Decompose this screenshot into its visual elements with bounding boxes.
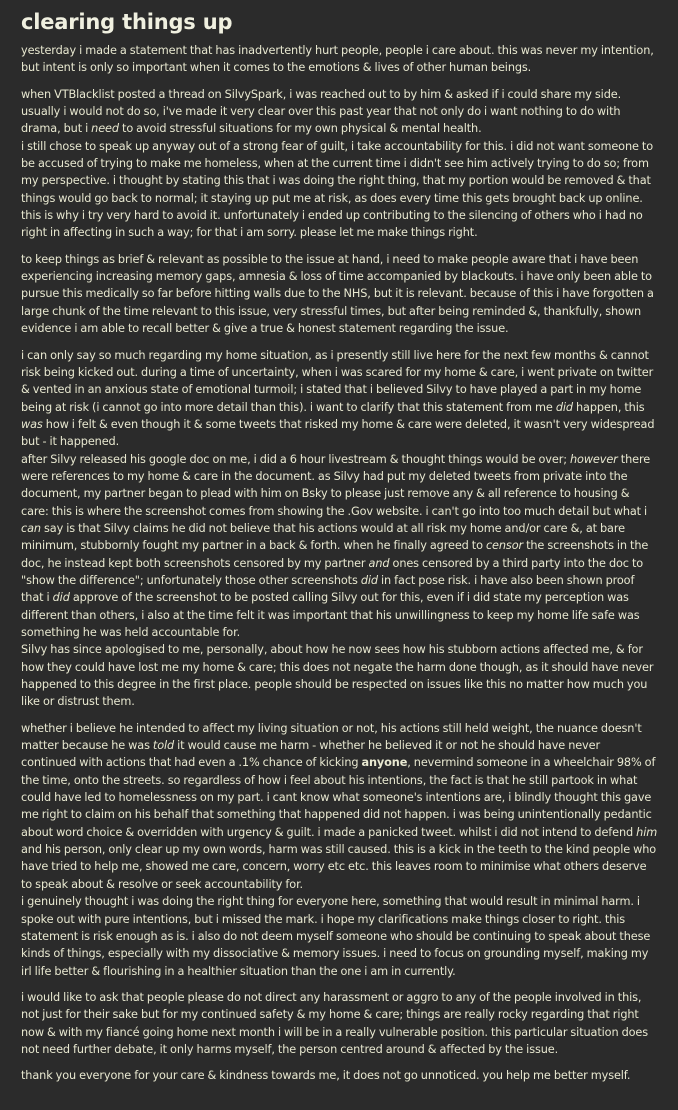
paragraph-line: to keep things as brief & relevant as possible to the issue at hand, i need to make people aware that i have been experiencing increasing memory gaps, amnesia & loss of time accompanied by blackouts. i have only been able to pursue this medically so far before hitting walls due to the NHS, but it is relevant. because of this i have forgotten a large chunk of the time relevant to this issue, very stressful times, but after being reminded &, thankfully, shown evidence i am able to recall better & give a true & honest statement regarding the issue. (21, 252, 654, 336)
paragraph-4 (21, 347, 658, 711)
paragraph-line: whether i believe he intended to affect my living situation or not, his actions still held weight, the nuance doesn't matter because he was told it would cause me harm - whether he believed it or not he should have never continued with actions that had even a .1% chance of kicking anyone, nevermind someone in a wheelchair 98% of the time, onto the streets. so regardless of how i feel about his intentions, the fact is that he still partook in what could have led to homelessness on my part. i cant know what someone's intentions are, i blindly thought this gave me right to claim on his behalf that something that happened did not happen. i was being unintentionally pedantic about word choice & overridden with urgency & guilt. i made a panicked tweet. whilst i did not intend to defend him and his person, only clear up my own words, harm was still caused. this is a kick in the teeth to the kind people who have tried to help me, showed me care, concern, worry etc etc. this leaves room to minimise what others deserve to speak about & resolve or seek accountability for. (21, 721, 658, 891)
paragraph-6 (21, 989, 658, 1058)
paragraph-line: when VTBlacklist posted a thread on SilvySpark, i was reached out to by him & asked if i could share my side. usually i would not do so, i've made it very clear over this past year that not only do i want nothing to do with drama, but i need to avoid stressful situations for my own physical & mental health. (21, 87, 622, 136)
paragraph-line: i can only say so much regarding my home situation, as i presently still live here for the next few months & cannot risk being kicked out. during a time of uncertainty, when i was scared for my home & care, i went private on twitter & vented in an anxious state of emotional turmoil; i stated that i believed Silvy to have played a part in my home being at risk (i cannot go into more detail than this). i want to clarify that this statement from me did happen, this was how i felt & even though it & some tweets that risked my home & care were deleted, it wasn't very widespread but - it happened. (21, 348, 655, 449)
paragraph-line: i would like to ask that people please do not direct any harassment or aggro to any of the people involved in this, not just for their sake but for my continued safety & my home & care; things are really rocky regarding that right now & with my fiancé going home next month i will be in a really vulnerable position. this particular situation does not need further debate, it only harms myself, the person centred around & affected by the issue. (21, 990, 649, 1056)
paragraph-3 (21, 251, 658, 338)
paragraph-1 (21, 42, 658, 77)
paragraph-2 (21, 86, 658, 242)
paragraph-line: yesterday i made a statement that has inadvertently hurt people, people i care about. this was never my intention, but intent is only so important when it comes to the emotions & lives of other human beings. (21, 44, 654, 75)
paragraph-7 (21, 1067, 658, 1084)
paragraph-line: i genuinely thought i was doing the right thing for everyone here, something that would result in minimal harm. i spoke out with pure intentions, but i missed the mark. i hope my clarifications make things closer to right. this statement is risk enough as is. i also do not deem myself someone who should be continuing to speak about these kinds of things, especially with my dissociative & memory issues. i need to focus on grounding myself, making my irl life better & flourishing in a healthier situation than the one i am in currently. (21, 895, 651, 978)
statement-body (21, 42, 658, 1085)
paragraph-line: after Silvy released his google doc on me, i did a 6 hour livestream & thought things would be over; however there were references to my home & care in the document. as Silvy had put my deleted tweets from private into the document, my partner began to plead with him on Bsky to please just remove any & all reference to housing & care: this is where the screenshot comes from showing the .Gov website. i can't go into too much detail but what i can say is that Silvy claims he did not believe that his actions would at all risk my home and/or care &, at bare minimum, stubbornly fought my partner in a back & forth. when he finally agreed to censor the screenshots in the doc, he instead kept both screenshots censored by my partner and ones censored by a third party into the doc to "show the difference"; unfortunately those other screenshots did in fact pose risk. i have also been shown proof that i did approve of the screenshot to be posted calling Silvy out for this, even if i did state my perception was different than others, i also at the time felt it was important that his unwillingness to keep my home life safe was something he was held accountable for. (21, 452, 651, 639)
paragraph-line: i still chose to speak up anyway out of a strong fear of guilt, i take accountability for this. i did not want someone to be accused of trying to make me homeless, when at the current time i didn't see him actively trying to do so; from my perspective. i thought by stating this that i was doing the right thing, that my portion would be removed & that things would go back to normal; it staying up put me at risk, as does every time this gets brought back up online. this is why i try very hard to avoid it. unfortunately i ended up contributing to the silencing of others who i had no right in affecting in such a way; for that i am sorry. please let me make things right. (21, 139, 654, 240)
paragraph-line: Silvy has since apologised to me, personally, about how he now sees how his stubborn actions affected me, & for how they could have lost me my home & care; this does not negate the harm done though, as it should have never happened to this degree in the first place. people should be respected on issues like this no matter how much you like or distrust them. (21, 643, 654, 709)
page-title: clearing things up (21, 10, 233, 34)
paragraph-5 (21, 720, 658, 980)
paragraph-line: thank you everyone for your care & kindness towards me, it does not go unnoticed. you help me better myself. (21, 1069, 631, 1083)
